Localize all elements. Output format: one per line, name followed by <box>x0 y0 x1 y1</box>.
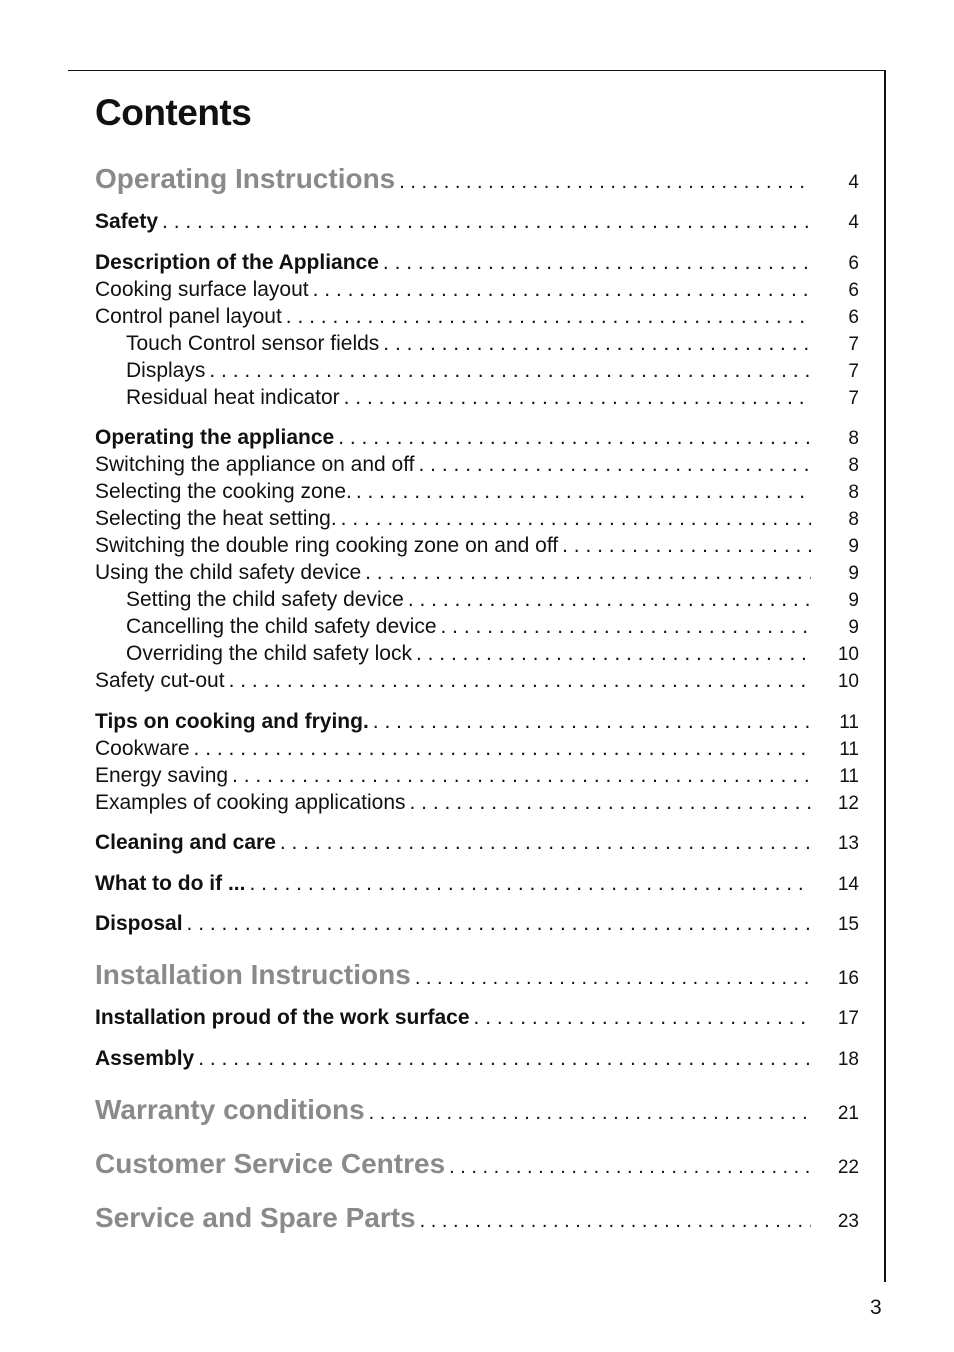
toc-page: 18 <box>837 1049 859 1070</box>
leader-dots <box>383 251 811 275</box>
toc-entry[interactable] <box>126 615 859 639</box>
toc-label: Cookware <box>95 737 190 760</box>
toc-page: 7 <box>848 334 859 355</box>
toc-entry[interactable] <box>95 1094 859 1126</box>
toc-page: 7 <box>848 388 859 409</box>
toc-page: 11 <box>839 766 859 787</box>
toc-entry[interactable] <box>95 278 859 302</box>
toc-entry[interactable] <box>95 480 859 504</box>
toc-label: Switching the appliance on and off <box>95 453 415 476</box>
top-rule <box>68 70 886 71</box>
toc-page: 11 <box>839 739 859 760</box>
toc-page: 9 <box>848 536 859 557</box>
toc-page: 6 <box>848 280 859 301</box>
toc-label: Control panel layout <box>95 305 282 328</box>
toc-label: Installation Instructions <box>95 959 411 990</box>
toc-entry[interactable] <box>95 831 859 855</box>
toc-page: 11 <box>839 712 859 733</box>
toc-page: 10 <box>837 671 859 692</box>
toc-entry[interactable] <box>126 642 859 666</box>
toc-label: Assembly <box>95 1047 195 1070</box>
leader-dots <box>399 171 811 194</box>
leader-dots <box>286 305 811 329</box>
toc-page: 22 <box>837 1157 859 1178</box>
leader-dots <box>408 588 811 612</box>
toc-entry[interactable] <box>95 959 859 991</box>
toc-label: Description of the Appliance <box>95 251 379 274</box>
toc-entry[interactable] <box>95 1148 859 1180</box>
toc-page: 23 <box>837 1211 859 1232</box>
leader-dots <box>474 1006 811 1030</box>
toc-entry[interactable] <box>126 359 859 383</box>
toc-entry[interactable] <box>126 386 859 410</box>
toc-page: 8 <box>848 482 859 503</box>
toc-page: 21 <box>837 1103 859 1124</box>
toc-page: 8 <box>848 455 859 476</box>
leader-dots <box>369 1102 811 1125</box>
toc-entry[interactable] <box>95 669 859 693</box>
toc-page: 9 <box>848 590 859 611</box>
toc-label: Setting the child safety device <box>126 588 404 611</box>
leader-dots <box>441 615 811 639</box>
toc-entry[interactable] <box>95 561 859 585</box>
toc-page: 13 <box>837 833 859 854</box>
leader-dots <box>313 278 811 302</box>
toc-entry[interactable] <box>126 332 859 356</box>
toc-label: What to do if ... <box>95 872 246 895</box>
toc-page: 17 <box>837 1008 859 1029</box>
toc-label: Tips on cooking and frying. <box>95 710 369 733</box>
page-number: 3 <box>870 1296 882 1319</box>
toc-entry[interactable] <box>95 1047 859 1071</box>
leader-dots <box>194 737 811 761</box>
toc-entry[interactable] <box>95 507 859 531</box>
page-title: Contents <box>95 92 252 133</box>
toc-page: 8 <box>848 428 859 449</box>
toc-page: 16 <box>837 968 859 989</box>
toc-page: 14 <box>837 874 859 895</box>
toc-label: Safety cut-out <box>95 669 225 692</box>
toc-entry[interactable] <box>95 764 859 788</box>
leader-dots <box>365 561 811 585</box>
toc-entry[interactable] <box>95 453 859 477</box>
toc-label: Cleaning and care <box>95 831 276 854</box>
toc-page: 7 <box>848 361 859 382</box>
leader-dots <box>232 764 811 788</box>
toc-entry[interactable] <box>95 1202 859 1234</box>
toc-label: Warranty conditions <box>95 1094 365 1125</box>
leader-dots <box>419 453 811 477</box>
leader-dots <box>338 426 811 450</box>
leader-dots <box>410 791 811 815</box>
toc-label: Operating the appliance <box>95 426 335 449</box>
leader-dots <box>249 872 811 896</box>
toc-label: Energy saving <box>95 764 229 787</box>
toc-label: Switching the double ring cooking zone on and off <box>95 534 559 557</box>
toc-entry[interactable] <box>95 426 859 450</box>
toc-entry[interactable] <box>95 791 859 815</box>
toc-label: Selecting the cooking zone. <box>95 480 352 503</box>
toc-label: Displays <box>126 359 206 382</box>
leader-dots <box>420 1210 811 1233</box>
leader-dots <box>383 332 811 356</box>
leader-dots <box>356 480 811 504</box>
toc-entry[interactable] <box>95 912 859 936</box>
toc-entry[interactable] <box>95 710 859 734</box>
toc-label: Residual heat indicator <box>126 386 340 409</box>
toc-page: 9 <box>848 563 859 584</box>
toc-label: Touch Control sensor fields <box>126 332 380 355</box>
leader-dots <box>162 210 811 234</box>
toc-page: 6 <box>848 253 859 274</box>
leader-dots <box>415 967 811 990</box>
leader-dots <box>280 831 811 855</box>
toc-page: 9 <box>848 617 859 638</box>
toc-label: Operating Instructions <box>95 163 396 194</box>
leader-dots <box>562 534 811 558</box>
toc-label: Overriding the child safety lock <box>126 642 412 665</box>
toc-label: Using the child safety device <box>95 561 362 584</box>
leader-dots <box>198 1047 811 1071</box>
toc-label: Service and Spare Parts <box>95 1202 416 1233</box>
toc-page: 15 <box>837 914 859 935</box>
toc-label: Installation proud of the work surface <box>95 1006 470 1029</box>
leader-dots <box>416 642 811 666</box>
leader-dots <box>341 507 811 531</box>
toc-page: 12 <box>837 793 859 814</box>
toc-label: Cancelling the child safety device <box>126 615 437 638</box>
toc-page: 10 <box>837 644 859 665</box>
toc-label: Safety <box>95 210 159 233</box>
leader-dots <box>229 669 811 693</box>
toc-label: Customer Service Centres <box>95 1148 446 1179</box>
toc-entry[interactable] <box>126 588 859 612</box>
toc-entry[interactable] <box>95 210 859 234</box>
toc-page: 6 <box>848 307 859 328</box>
toc-entry[interactable] <box>95 251 859 275</box>
right-rule <box>884 70 886 1282</box>
leader-dots <box>344 386 811 410</box>
toc-entry[interactable] <box>95 737 859 761</box>
toc-label: Examples of cooking applications <box>95 791 406 814</box>
toc-entry[interactable] <box>95 305 859 329</box>
leader-dots <box>449 1156 811 1179</box>
toc-entry[interactable] <box>95 534 859 558</box>
toc-label: Cooking surface layout <box>95 278 309 301</box>
toc-page: 8 <box>848 509 859 530</box>
toc-label: Disposal <box>95 912 183 935</box>
toc-page: 4 <box>848 172 859 193</box>
toc-entry[interactable] <box>95 163 859 195</box>
leader-dots <box>373 710 811 734</box>
toc-page: 4 <box>848 212 859 233</box>
toc-entry[interactable] <box>95 872 859 896</box>
leader-dots <box>187 912 811 936</box>
leader-dots <box>209 359 811 383</box>
toc-label: Selecting the heat setting. <box>95 507 337 530</box>
toc-entry[interactable] <box>95 1006 859 1030</box>
